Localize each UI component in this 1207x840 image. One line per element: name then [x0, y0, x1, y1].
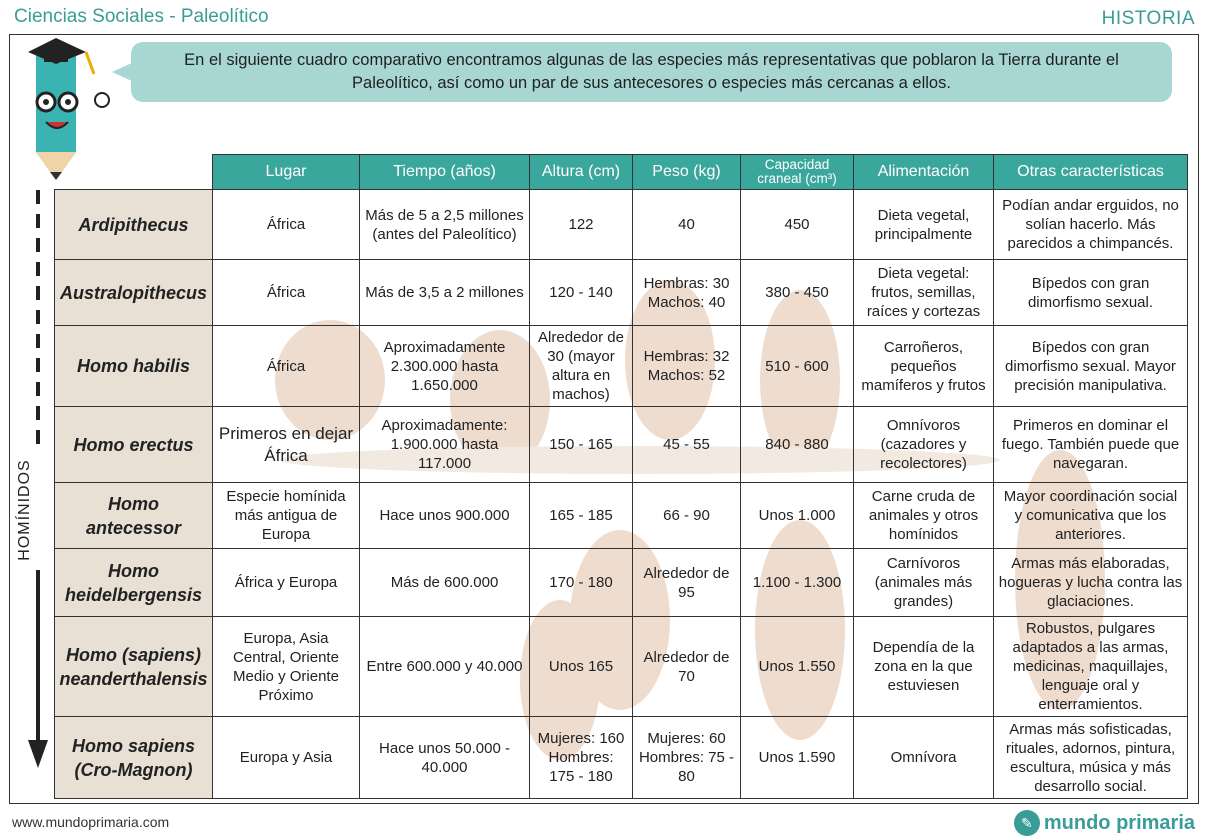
- cell-altura: Mujeres: 160 Hombres: 175 - 180: [530, 717, 633, 799]
- cell-lugar: África: [213, 326, 360, 407]
- cell-alimentacion: Omnívora: [854, 717, 994, 799]
- table-row: [55, 190, 1188, 260]
- cell-tiempo: Más de 600.000: [360, 549, 530, 617]
- cell-lugar: África: [213, 190, 360, 260]
- table-row: [55, 549, 1188, 617]
- cell-lugar: Especie homínida más antigua de Europa: [213, 483, 360, 549]
- cell-alimentacion: Dieta vegetal: frutos, semillas, raíces y cortezas: [854, 260, 994, 326]
- comparison-table: [54, 154, 1188, 799]
- header-capacidad: Capacidad craneal (cm³): [741, 155, 854, 190]
- cell-tiempo: Más de 5 a 2,5 millones (antes del Paleolítico): [360, 190, 530, 260]
- header-tiempo: Tiempo (años): [360, 155, 530, 190]
- header-otras: Otras características: [994, 155, 1188, 190]
- cell-capacidad: 450: [741, 190, 854, 260]
- species-name: Homo sapiens (Cro-Magnon): [55, 717, 213, 799]
- cell-alimentacion: Carnívoros (animales más grandes): [854, 549, 994, 617]
- header-peso: Peso (kg): [633, 155, 741, 190]
- species-name: Homo (sapiens) neanderthalensis: [55, 617, 213, 717]
- species-name: Australopithecus: [55, 260, 213, 326]
- subject-label: HISTORIA: [1101, 8, 1195, 29]
- cell-tiempo: Entre 600.000 y 40.000: [360, 617, 530, 717]
- footer-url[interactable]: www.mundoprimaria.com: [12, 814, 170, 830]
- cell-peso: Alrededor de 70: [633, 617, 741, 717]
- cell-capacidad: Unos 1.590: [741, 717, 854, 799]
- table-row: [55, 717, 1188, 799]
- species-name: Homo habilis: [55, 326, 213, 407]
- cell-altura: 122: [530, 190, 633, 260]
- cell-otras: Podían andar erguidos, no solían hacerlo. Más parecidos a chimpancés.: [994, 190, 1188, 260]
- globe-icon: ✎: [1014, 810, 1040, 836]
- species-name: Ardipithecus: [55, 190, 213, 260]
- cell-capacidad: 380 - 450: [741, 260, 854, 326]
- cell-peso: Hembras: 30 Machos: 40: [633, 260, 741, 326]
- cell-lugar: Europa, Asia Central, Oriente Medio y Oriente Próximo: [213, 617, 360, 717]
- cell-alimentacion: Carne cruda de animales y otros homínidos: [854, 483, 994, 549]
- cell-otras: Bípedos con gran dimorfismo sexual.: [994, 260, 1188, 326]
- species-name: Homo heidelbergensis: [55, 549, 213, 617]
- cell-tiempo: Aproximadamente 2.300.000 hasta 1.650.000: [360, 326, 530, 407]
- cell-lugar: África: [213, 260, 360, 326]
- intro-text: En el siguiente cuadro comparativo encontramos algunas de las especies más representativas que poblaron la Tierra durante el Paleolítico, así como un par de sus antecesores o especies más cercanas a ellos.: [131, 42, 1172, 102]
- cell-otras: Robustos, pulgares adaptados a las armas, medicinas, maquillajes, lenguaje oral y enterramientos.: [994, 617, 1188, 717]
- brand-logo: [1014, 810, 1195, 836]
- table-row: [55, 483, 1188, 549]
- cell-alimentacion: Dieta vegetal, principalmente: [854, 190, 994, 260]
- timeline-arrow-icon: [26, 190, 50, 770]
- table-row: [55, 617, 1188, 717]
- cell-altura: 150 - 165: [530, 407, 633, 483]
- cell-capacidad: Unos 1.550: [741, 617, 854, 717]
- cell-altura: Alrededor de 30 (mayor altura en machos): [530, 326, 633, 407]
- cell-capacidad: Unos 1.000: [741, 483, 854, 549]
- cell-lugar: Europa y Asia: [213, 717, 360, 799]
- cell-altura: Unos 165: [530, 617, 633, 717]
- page-title: Ciencias Sociales - Paleolítico: [14, 6, 269, 27]
- cell-alimentacion: Carroñeros, pequeños mamíferos y frutos: [854, 326, 994, 407]
- cell-tiempo: Hace unos 900.000: [360, 483, 530, 549]
- cell-tiempo: Hace unos 50.000 - 40.000: [360, 717, 530, 799]
- cell-otras: Armas más sofisticadas, rituales, adornos, pintura, escultura, música y más desarrollo social.: [994, 717, 1188, 799]
- cell-otras: Primeros en dominar el fuego. También puede que navegaran.: [994, 407, 1188, 483]
- cell-alimentacion: Dependía de la zona en la que estuviesen: [854, 617, 994, 717]
- header-empty: [55, 155, 213, 190]
- table-row: [55, 260, 1188, 326]
- cell-peso: Mujeres: 60 Hombres: 75 - 80: [633, 717, 741, 799]
- cell-alimentacion: Omnívoros (cazadores y recolectores): [854, 407, 994, 483]
- cell-altura: 170 - 180: [530, 549, 633, 617]
- cell-lugar: Primeros en dejar África: [213, 407, 360, 483]
- cell-otras: Armas más elaboradas, hogueras y lucha contra las glaciaciones.: [994, 549, 1188, 617]
- side-label-text: HOMÍNIDOS: [16, 459, 33, 561]
- header-lugar: Lugar: [213, 155, 360, 190]
- species-name: Homo erectus: [55, 407, 213, 483]
- cell-capacidad: 510 - 600: [741, 326, 854, 407]
- cell-otras: Bípedos con gran dimorfismo sexual. Mayor precisión manipulativa.: [994, 326, 1188, 407]
- cell-peso: Hembras: 32 Machos: 52: [633, 326, 741, 407]
- cell-lugar: África y Europa: [213, 549, 360, 617]
- cell-tiempo: Más de 3,5 a 2 millones: [360, 260, 530, 326]
- table-row: [55, 407, 1188, 483]
- cell-otras: Mayor coordinación social y comunicativa que los anteriores.: [994, 483, 1188, 549]
- cell-peso: 40: [633, 190, 741, 260]
- cell-tiempo: Aproximadamente: 1.900.000 hasta 117.000: [360, 407, 530, 483]
- cell-altura: 120 - 140: [530, 260, 633, 326]
- cell-capacidad: 1.100 - 1.300: [741, 549, 854, 617]
- table-row: [55, 326, 1188, 407]
- cell-peso: 45 - 55: [633, 407, 741, 483]
- header-altura: Altura (cm): [530, 155, 633, 190]
- species-name: Homo antecessor: [55, 483, 213, 549]
- table-header-row: [55, 155, 1188, 190]
- cell-peso: 66 - 90: [633, 483, 741, 549]
- cell-altura: 165 - 185: [530, 483, 633, 549]
- cell-peso: Alrededor de 95: [633, 549, 741, 617]
- brand-name: mundo primaria: [1043, 811, 1195, 834]
- cell-capacidad: 840 - 880: [741, 407, 854, 483]
- header-alimentacion: Alimentación: [854, 155, 994, 190]
